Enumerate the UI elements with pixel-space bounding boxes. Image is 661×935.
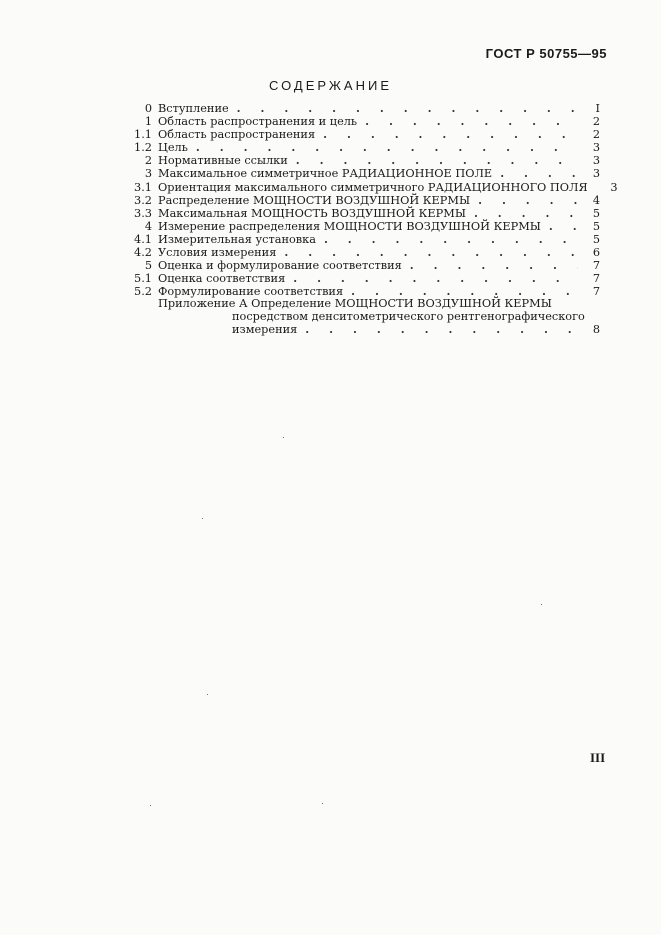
- toc-entry-page: 5: [592, 206, 600, 220]
- leader-dots: [324, 233, 578, 245]
- toc-entry-title: Ориентация максимального симметричного РАДИАЦИОННОГО ПОЛЯ: [158, 180, 588, 194]
- toc-entry-number: 1: [144, 115, 152, 129]
- toc-entry: [130, 180, 618, 194]
- toc-entry-number: 4: [144, 219, 152, 233]
- toc-entry-page: I: [595, 102, 600, 115]
- toc-entry-number: 3.3: [134, 206, 152, 220]
- appendix-line-2: [158, 311, 600, 323]
- toc-entry-title: Вступление: [158, 102, 229, 115]
- document-code: ГОСТ Р 50755—95: [485, 46, 607, 61]
- toc-entry-title: Оценка соответствия: [158, 272, 286, 286]
- toc-entry: [130, 259, 600, 272]
- paper-speck: [202, 518, 203, 519]
- leader-dots: [293, 272, 578, 284]
- toc-entry: [130, 154, 600, 167]
- toc-entry: [130, 233, 600, 246]
- appendix-page-number: 8: [592, 322, 600, 336]
- paper-speck: [150, 805, 151, 806]
- toc-entry: [130, 272, 600, 285]
- toc-entry-page: 3: [610, 180, 618, 194]
- appendix-line-3: [158, 323, 600, 336]
- toc-entry-number: 1.1: [134, 128, 152, 142]
- appendix-title: Приложение А Определение МОЩНОСТИ ВОЗДУШНОЙ КЕРМЫ: [158, 297, 552, 311]
- appendix-subtitle-end: измерения: [232, 322, 298, 336]
- toc-entry-title: Нормативные ссылки: [158, 154, 288, 168]
- leader-dots: [296, 154, 578, 166]
- toc-entry-number: 3.2: [134, 193, 152, 207]
- toc-entry: [130, 194, 600, 207]
- appendix-subtitle: посредством денситометрического рентгенографического: [232, 309, 585, 323]
- toc-entry-title: Максимальное симметричное РАДИАЦИОННОЕ ПОЛЕ: [158, 167, 493, 181]
- leader-dots: [410, 259, 578, 271]
- toc-entry-page: 5: [592, 219, 600, 233]
- toc-entry-page: 6: [592, 246, 600, 260]
- toc-entry-number: 4.1: [134, 232, 152, 246]
- table-of-contents: [130, 102, 618, 336]
- toc-entry-title: Формулирование соответствия: [158, 285, 344, 299]
- toc-entry-number: 4.2: [134, 246, 152, 260]
- toc-entry: [130, 207, 600, 220]
- toc-entry-number: 5.2: [134, 285, 152, 299]
- toc-entry-number: 2: [144, 154, 152, 168]
- leader-dots: [196, 141, 578, 153]
- toc-entry: [130, 102, 600, 115]
- leader-dots: [365, 115, 578, 127]
- toc-entry-title: Цель: [158, 141, 188, 155]
- paper-speck: [322, 803, 323, 804]
- toc-entry-title: Максимальная МОЩНОСТЬ ВОЗДУШНОЙ КЕРМЫ: [158, 206, 466, 220]
- toc-entry: [130, 115, 600, 128]
- toc-entry-page: 5: [592, 232, 600, 246]
- leader-dots: [549, 220, 578, 232]
- toc-entry-title: Распределение МОЩНОСТИ ВОЗДУШНОЙ КЕРМЫ: [158, 193, 471, 207]
- toc-entry-title: Измерение распределения МОЩНОСТИ ВОЗДУШНОЙ КЕРМЫ: [158, 219, 541, 233]
- toc-entry-number: 5.1: [134, 272, 152, 286]
- leader-dots: [305, 323, 578, 335]
- toc-entry-title: Условия измерения: [158, 246, 277, 260]
- toc-entry-page: 7: [592, 285, 600, 299]
- toc-entry-page: 2: [592, 128, 600, 142]
- toc-entry-title: Оценка и формулирование соответствия: [158, 259, 402, 273]
- toc-entry-page: 2: [592, 115, 600, 129]
- leader-dots: [323, 128, 578, 140]
- toc-entry: [130, 220, 600, 233]
- leader-dots: [478, 194, 578, 206]
- toc-entry-page: 7: [592, 272, 600, 286]
- toc-entry-title: Измерительная установка: [158, 232, 316, 246]
- paper-speck: [541, 604, 542, 605]
- leader-dots: [237, 102, 578, 114]
- paper-speck: [207, 694, 208, 695]
- page-title: СОДЕРЖАНИЕ: [268, 78, 392, 93]
- toc-entry-number: 3.1: [134, 180, 152, 194]
- toc-entry: [130, 128, 600, 141]
- toc-entry: [130, 167, 600, 180]
- toc-entry-number: 1.2: [134, 141, 152, 155]
- toc-appendix: [130, 298, 600, 335]
- toc-entry-title: Область распространения и цель: [158, 115, 358, 129]
- toc-entry-page: 3: [592, 167, 600, 181]
- leader-dots: [474, 207, 578, 219]
- page-folio: III: [590, 750, 606, 765]
- leader-dots: [284, 246, 578, 258]
- toc-entry-title: Область распространения: [158, 128, 316, 142]
- paper-speck: [283, 437, 284, 438]
- leader-dots: [351, 285, 578, 297]
- toc-entry-number: 5: [144, 259, 152, 273]
- toc-entry-page: 4: [592, 193, 600, 207]
- toc-entry: [130, 246, 600, 259]
- leader-dots: [500, 167, 578, 179]
- toc-entry-number: 0: [144, 102, 152, 115]
- toc-entry-page: 3: [592, 141, 600, 155]
- toc-entry-page: 3: [592, 154, 600, 168]
- toc-entry: [130, 141, 600, 154]
- toc-entry-number: 3: [144, 167, 152, 181]
- toc-entry-page: 7: [592, 259, 600, 273]
